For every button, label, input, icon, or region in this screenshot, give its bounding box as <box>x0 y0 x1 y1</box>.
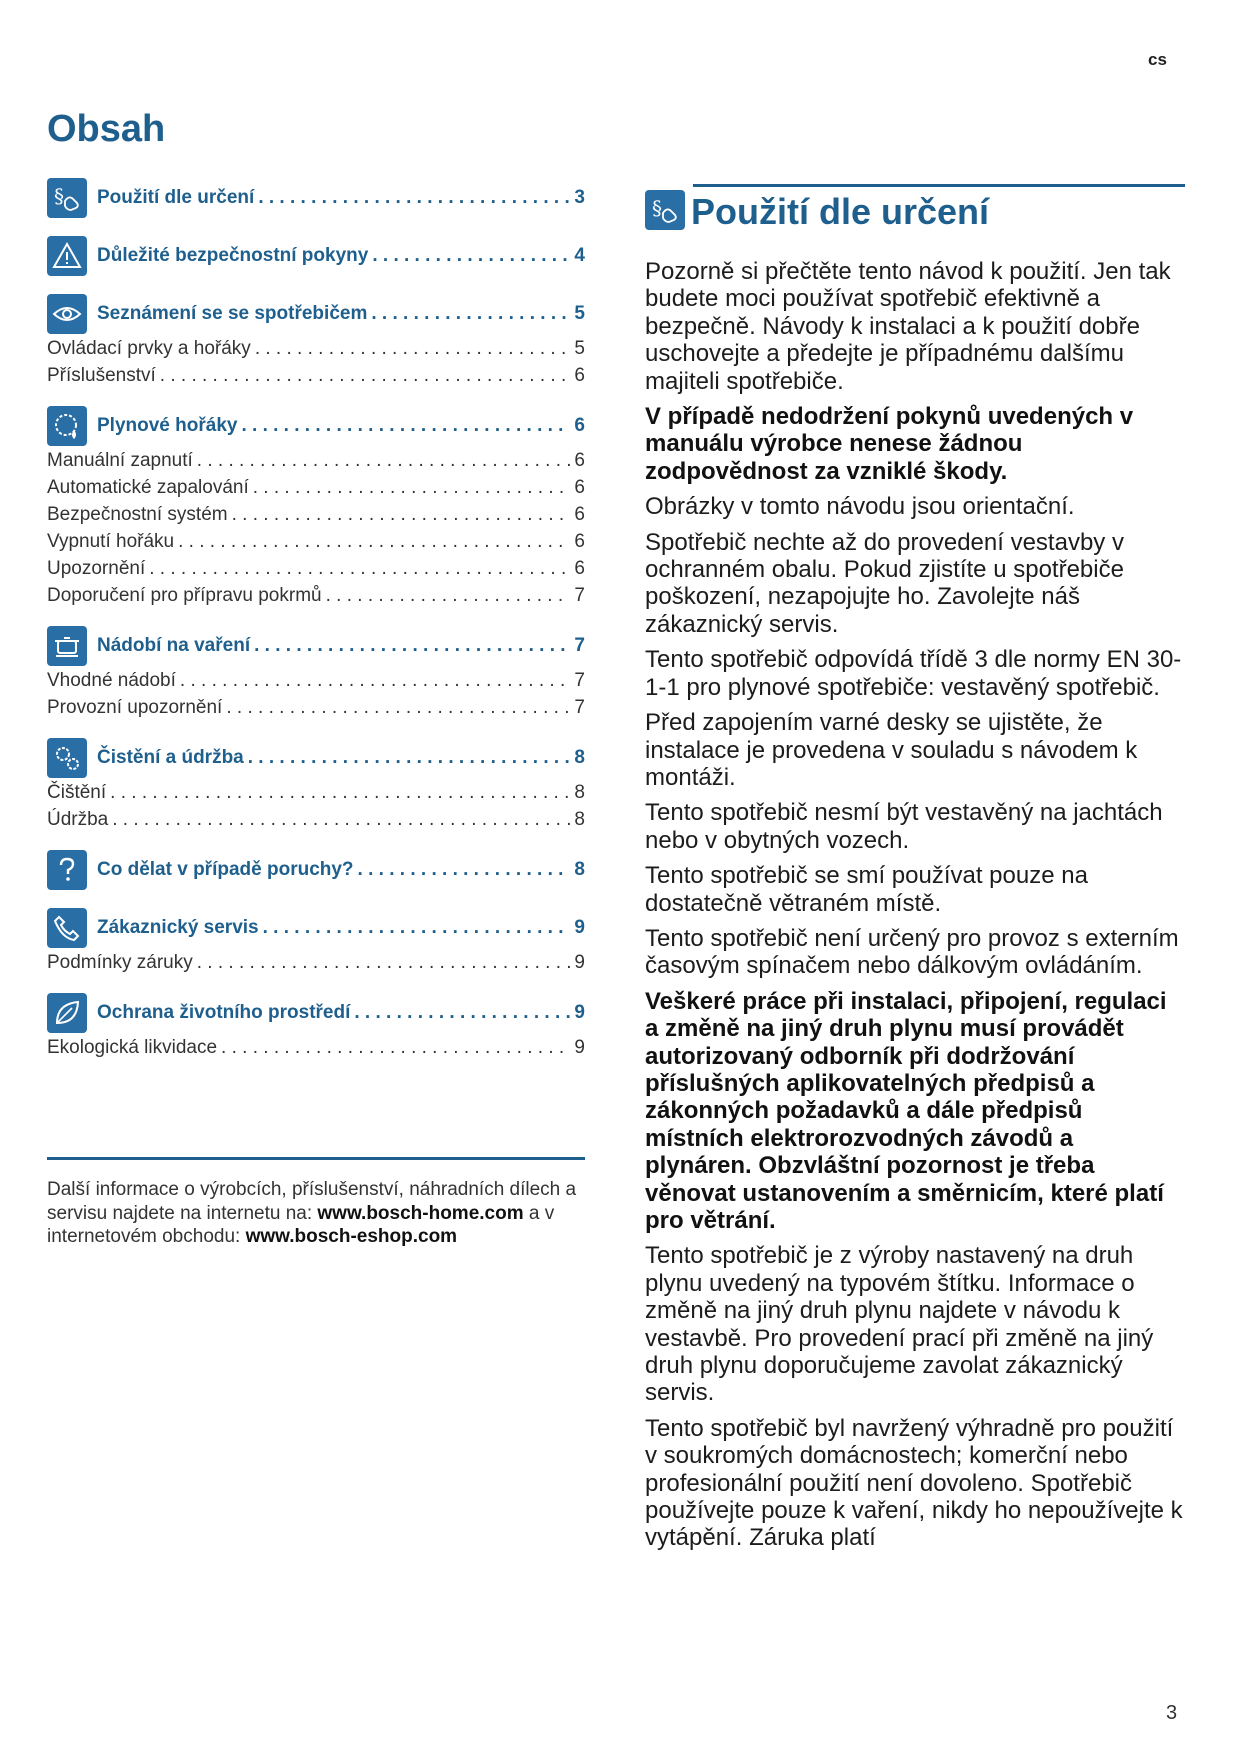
toc-page-number: 3 <box>574 187 585 208</box>
toc-main-entry[interactable] <box>97 635 585 657</box>
toc-entry-label: Ekologická likvidace <box>47 1037 218 1058</box>
divider <box>47 1157 585 1160</box>
toc-page-number: 4 <box>574 245 585 266</box>
toc-sub-entry[interactable] <box>47 670 585 697</box>
toc-leader-dots <box>178 531 570 553</box>
burner-icon <box>47 406 87 446</box>
toc-leader-dots <box>354 1002 570 1024</box>
toc-section-header <box>47 846 585 894</box>
toc-page-number: 9 <box>574 1037 585 1058</box>
toc-leader-dots <box>255 338 571 360</box>
toc-leader-dots <box>112 809 570 831</box>
toc-sub-entry[interactable] <box>47 558 585 585</box>
toc-main-entry[interactable] <box>97 859 585 881</box>
toc-entry-label: Nádobí na vaření <box>97 635 251 656</box>
toc-leader-dots <box>248 747 571 769</box>
toc-main-entry[interactable] <box>97 245 585 267</box>
cookware-icon <box>47 626 87 666</box>
toc-main-entry[interactable] <box>97 1002 585 1024</box>
svg-text:§: § <box>54 184 64 208</box>
body-paragraph: Tento spotřebič byl navržený výhradně pro použití v soukromých domácnostech; komerční nebo profesionální použití není dovoleno. Spotřebič používejte pouze k vaření, nikdy ho nepoužívejte k vytápění. Záruka platí <box>645 1414 1183 1552</box>
question-icon <box>47 850 87 890</box>
toc-page-number: 7 <box>574 635 585 656</box>
toc-section-header <box>47 174 585 222</box>
leaf-icon <box>47 993 87 1033</box>
toc-entry-label: Vypnutí hořáku <box>47 531 175 552</box>
language-code: cs <box>1148 50 1167 69</box>
toc-sub-entry[interactable] <box>47 504 585 531</box>
toc-leader-dots <box>110 782 570 804</box>
toc-page-number: 6 <box>574 450 585 471</box>
toc-section <box>47 402 585 612</box>
toc-section-header <box>47 989 585 1037</box>
toc-entry-label: Provozní upozornění <box>47 697 223 718</box>
toc-leader-dots <box>263 917 571 939</box>
toc-entry-label: Ovládací prvky a hořáky <box>47 338 251 359</box>
paragraph-hand-icon <box>47 178 87 218</box>
body-paragraph: Tento spotřebič se smí používat pouze na dostatečně větraném místě. <box>645 862 1088 917</box>
footnote: Další informace o výrobcích, příslušenství, náhradních dílech a servisu najdete na internetu na: www.bosch-home.com a v internetovém obchodu: www.bosch-eshop.com <box>47 1179 577 1247</box>
website-link[interactable]: www.bosch-home.com <box>317 1202 524 1224</box>
warning-paragraph: Veškeré práce při instalaci, připojení, regulaci a změně na jiný druh plynu musí provádět autorizovaný odborník při dodržování příslušných aplikovatelných předpisů a zákonných požadavků a dále předpisů místních elektrorozvodných závodů a plynáren. Obzvláštní pozornost je třeba věnovat ustanovením a směrnicím, které platí pro větrání. <box>645 987 1167 1234</box>
toc-page-number: 6 <box>574 477 585 498</box>
phone-icon <box>47 908 87 948</box>
toc-section <box>47 989 585 1064</box>
toc-section <box>47 232 585 280</box>
toc-section <box>47 290 585 392</box>
toc-main-entry[interactable] <box>97 917 585 939</box>
toc-page-number: 8 <box>574 859 585 880</box>
toc-leader-dots <box>258 187 570 209</box>
body-paragraph: Před zapojením varné desky se ujistěte, že instalace je provedena v souladu s návodem k montáži. <box>645 709 1138 791</box>
toc-entry-label: Podmínky záruky <box>47 952 193 973</box>
toc-page-number: 9 <box>574 952 585 973</box>
toc-leader-dots <box>221 1037 570 1059</box>
toc-section-header <box>47 904 585 952</box>
toc-entry-label: Upozornění <box>47 558 146 579</box>
toc-leader-dots <box>254 635 570 657</box>
toc-entry-label: Automatické zapalování <box>47 477 249 498</box>
toc-entry-label: Bezpečnostní systém <box>47 504 228 525</box>
toc-section-header <box>47 402 585 450</box>
paragraph-hand-icon <box>645 190 685 230</box>
toc-leader-dots <box>253 477 571 499</box>
toc-leader-dots <box>326 585 571 607</box>
toc-page-number: 6 <box>574 365 585 386</box>
toc-section <box>47 174 585 222</box>
toc-entry-label: Údržba <box>47 809 109 830</box>
toc-leader-dots <box>232 504 571 526</box>
toc-main-entry[interactable] <box>97 303 585 325</box>
body-paragraph: Pozorně si přečtěte tento návod k použití. Jen tak budete moci používat spotřebič efektivně a bezpečně. Návody k instalaci a k použití dobře uschovejte a předejte je případnému dalšímu majiteli spotřebiče. <box>645 258 1171 395</box>
svg-text:§: § <box>652 196 662 220</box>
body-paragraph: Tento spotřebič odpovídá třídě 3 dle normy EN 30-1-1 pro plynové spotřebiče: vestavěný spotřebič. <box>645 646 1182 701</box>
toc-sub-entry[interactable] <box>47 782 585 809</box>
toc-page-number: 8 <box>574 747 585 768</box>
toc-entry-label: Použití dle určení <box>97 187 255 208</box>
toc-entry-label: Důležité bezpečnostní pokyny <box>97 245 369 266</box>
page-title: Obsah <box>47 108 166 150</box>
toc-entry-label: Co dělat v případě poruchy? <box>97 859 354 880</box>
toc-page-number: 8 <box>574 809 585 830</box>
toc-leader-dots <box>372 245 570 267</box>
toc-page-number: 5 <box>574 338 585 359</box>
toc-sub-entry[interactable] <box>47 450 585 477</box>
toc-leader-dots <box>197 450 571 472</box>
toc-entry-label: Čištění <box>47 782 107 803</box>
toc-sub-entry[interactable] <box>47 477 585 504</box>
toc-entry-label: Zákaznický servis <box>97 917 259 938</box>
toc-leader-dots <box>149 558 570 580</box>
body-paragraph: Tento spotřebič nesmí být vestavěný na jachtách nebo v obytných vozech. <box>645 799 1163 854</box>
toc-sub-entry[interactable] <box>47 809 585 836</box>
page-number: 3 <box>1166 1702 1178 1724</box>
toc-main-entry[interactable] <box>97 415 585 437</box>
toc-entry-label: Plynové hořáky <box>97 415 238 436</box>
eye-icon <box>47 294 87 334</box>
toc-leader-dots <box>160 365 571 387</box>
toc-leader-dots <box>241 415 570 437</box>
intended-use-section <box>645 182 1185 1560</box>
toc-section-header <box>47 622 585 670</box>
toc-entry-label: Vhodné nádobí <box>47 670 176 691</box>
toc-sub-entry[interactable] <box>47 952 585 979</box>
toc-entry-label: Ochrana životního prostředí <box>97 1002 351 1023</box>
toc-leader-dots <box>180 670 571 692</box>
toc-sub-entry[interactable] <box>47 697 585 724</box>
warning-icon <box>47 236 87 276</box>
toc-sub-entry[interactable] <box>47 1037 585 1064</box>
toc-main-entry[interactable] <box>97 747 585 769</box>
body-paragraph: Spotřebič nechte až do provedení vestavby v ochranném obalu. Pokud zjistíte u spotřebiče poškození, nezapojujte ho. Zavolejte náš zákaznický servis. <box>645 528 1124 638</box>
section-body <box>645 258 1185 1552</box>
toc-entry-label: Doporučení pro přípravu pokrmů <box>47 585 322 606</box>
toc-page-number: 5 <box>574 303 585 324</box>
toc-entry-label: Manuální zapnutí <box>47 450 193 471</box>
toc-entry-label: Čistění a údržba <box>97 747 244 768</box>
toc-entry-label: Příslušenství <box>47 365 156 386</box>
body-paragraph: Tento spotřebič není určený pro provoz s externím časovým spínačem nebo dálkovým ovládáním. <box>645 924 1179 980</box>
body-paragraph: Obrázky v tomto návodu jsou orientační. <box>645 493 1075 521</box>
toc-page-number: 6 <box>574 558 585 579</box>
toc-sub-entry[interactable] <box>47 585 585 612</box>
toc-sub-entry[interactable] <box>47 338 585 365</box>
toc-section <box>47 846 585 894</box>
toc-section-header <box>47 734 585 782</box>
gears-icon <box>47 738 87 778</box>
toc-sub-entry[interactable] <box>47 531 585 558</box>
table-of-contents <box>47 174 585 1074</box>
toc-sub-entry[interactable] <box>47 365 585 392</box>
toc-section <box>47 734 585 836</box>
toc-section <box>47 622 585 724</box>
toc-page-number: 8 <box>574 782 585 803</box>
toc-leader-dots <box>371 303 570 325</box>
section-title: Použití dle určení <box>691 191 990 232</box>
toc-section-header <box>47 232 585 280</box>
eshop-link[interactable]: www.bosch-eshop.com <box>245 1226 458 1247</box>
section-rule <box>693 184 1185 187</box>
body-paragraph: Tento spotřebič je z výroby nastavený na druh plynu uvedený na typovém štítku. Informace o změně na jiný druh plynu najdete v návodu k vestavbě. Pro provedení prací při změně na jiný druh plynu doporučujeme zavolat zákaznický servis. <box>645 1242 1154 1407</box>
toc-page-number: 9 <box>574 1002 585 1023</box>
toc-page-number: 7 <box>574 585 585 606</box>
toc-page-number: 9 <box>574 917 585 938</box>
toc-leader-dots <box>197 952 571 974</box>
warning-paragraph: V případě nedodržení pokynů uvedených v manuálu výrobce nenese žádnou zodpovědnost za vzniklé škody. <box>645 403 1134 485</box>
toc-entry-label: Seznámení se se spotřebičem <box>97 303 368 324</box>
toc-section-header <box>47 290 585 338</box>
toc-page-number: 7 <box>574 697 585 718</box>
toc-leader-dots <box>226 697 570 719</box>
toc-leader-dots <box>358 859 571 881</box>
toc-page-number: 6 <box>574 504 585 525</box>
toc-main-entry[interactable] <box>97 187 585 209</box>
toc-page-number: 7 <box>574 670 585 691</box>
toc-page-number: 6 <box>574 531 585 552</box>
section-header <box>645 182 1185 234</box>
toc-section <box>47 904 585 979</box>
toc-page-number: 6 <box>574 415 585 436</box>
